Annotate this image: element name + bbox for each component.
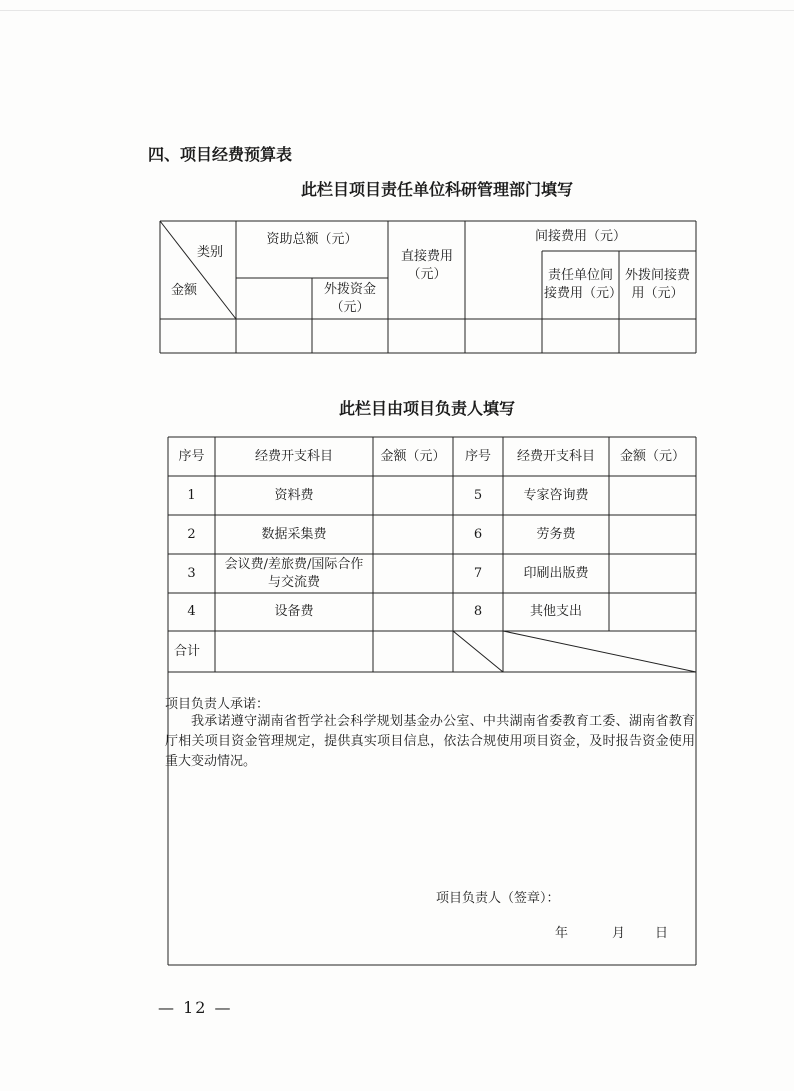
row-no: 3 [187,565,196,581]
amount-cell[interactable] [610,594,695,630]
row-item: 劳务费 [536,526,576,542]
table1-title: 此栏目项目责任单位科研管理部门填写 [300,180,573,199]
section-title: 四、项目经费预算表 [148,145,293,164]
signature-label: 项目负责人（签章）： [436,891,560,906]
amount-cell[interactable] [374,516,452,553]
t1-value-cell[interactable] [161,320,235,352]
header-item: 经费开支科目 [254,448,333,464]
row-no: 5 [473,487,483,503]
t1-value-cell[interactable] [389,320,464,352]
table2-title: 此栏目由项目负责人填写 [338,399,515,418]
date-month-label: 月 [612,926,626,941]
row-no: 7 [473,565,483,581]
row-item: 资料费 [274,487,314,503]
row-item: 会议费/差旅费/国际合作与交流费 [224,556,364,590]
page-number: — 12 — [158,998,233,1017]
amount-cell[interactable] [374,594,452,630]
row-item: 印刷出版费 [523,565,589,581]
col-total-funding: 资助总额（元） [266,232,358,247]
amount-cell[interactable] [610,477,695,514]
col-external-funding: 外拨资金（元） [323,282,376,315]
row-no: 1 [187,487,196,503]
col-direct-cost: 直接费用（元） [400,249,453,282]
row-item: 设备费 [274,604,314,619]
t1-value-cell[interactable] [620,320,695,352]
t1-value-cell[interactable] [313,320,387,352]
row-item: 专家咨询费 [523,487,589,503]
row-item: 其他支出 [529,604,582,619]
row-no: 2 [187,526,196,542]
total-cell[interactable] [216,632,372,671]
col-indirect-external: 外拨间接费用（元） [624,268,690,301]
date-year-label: 年 [555,926,569,941]
col-indirect-unit: 责任单位间接费用（元） [544,268,623,301]
total-amount-cell[interactable] [374,632,452,671]
header-item: 经费开支科目 [516,448,595,464]
pledge-text: 我承诺遵守湖南省哲学社会科学规划基金办公室、中共湖南省委教育工委、湖南省教育厅相关项目资金管理规定，提供真实项目信息，依法合规使用项目资金，及时报告资金使用重大变动情况。 [165,714,695,769]
col-indirect-cost: 间接费用（元） [534,229,626,244]
signature-field[interactable] [580,887,690,905]
amount-cell[interactable] [374,477,452,514]
header-no: 序号 [464,448,491,464]
total-label: 合计 [174,643,201,659]
t1-value-cell[interactable] [543,320,618,352]
header-no: 序号 [178,448,205,464]
header-amount: 金额（元） [380,448,446,464]
diagonal-line [160,221,236,319]
amount-cell[interactable] [374,555,452,592]
pledge-heading: 项目负责人承诺： [165,697,270,712]
row-no: 6 [473,526,483,542]
amount-cell[interactable] [610,516,695,553]
row-no: 4 [187,604,196,619]
diag-label-amount: 金额 [170,283,197,298]
amount-cell[interactable] [610,555,695,592]
row-no: 8 [473,604,483,619]
header-amount: 金额（元） [619,448,685,464]
diag-label-category: 类别 [196,245,223,260]
t1-value-cell[interactable] [237,320,311,352]
date-day-label: 日 [655,926,669,941]
row-item: 数据采集费 [261,526,327,542]
t1-value-cell[interactable] [466,320,541,352]
